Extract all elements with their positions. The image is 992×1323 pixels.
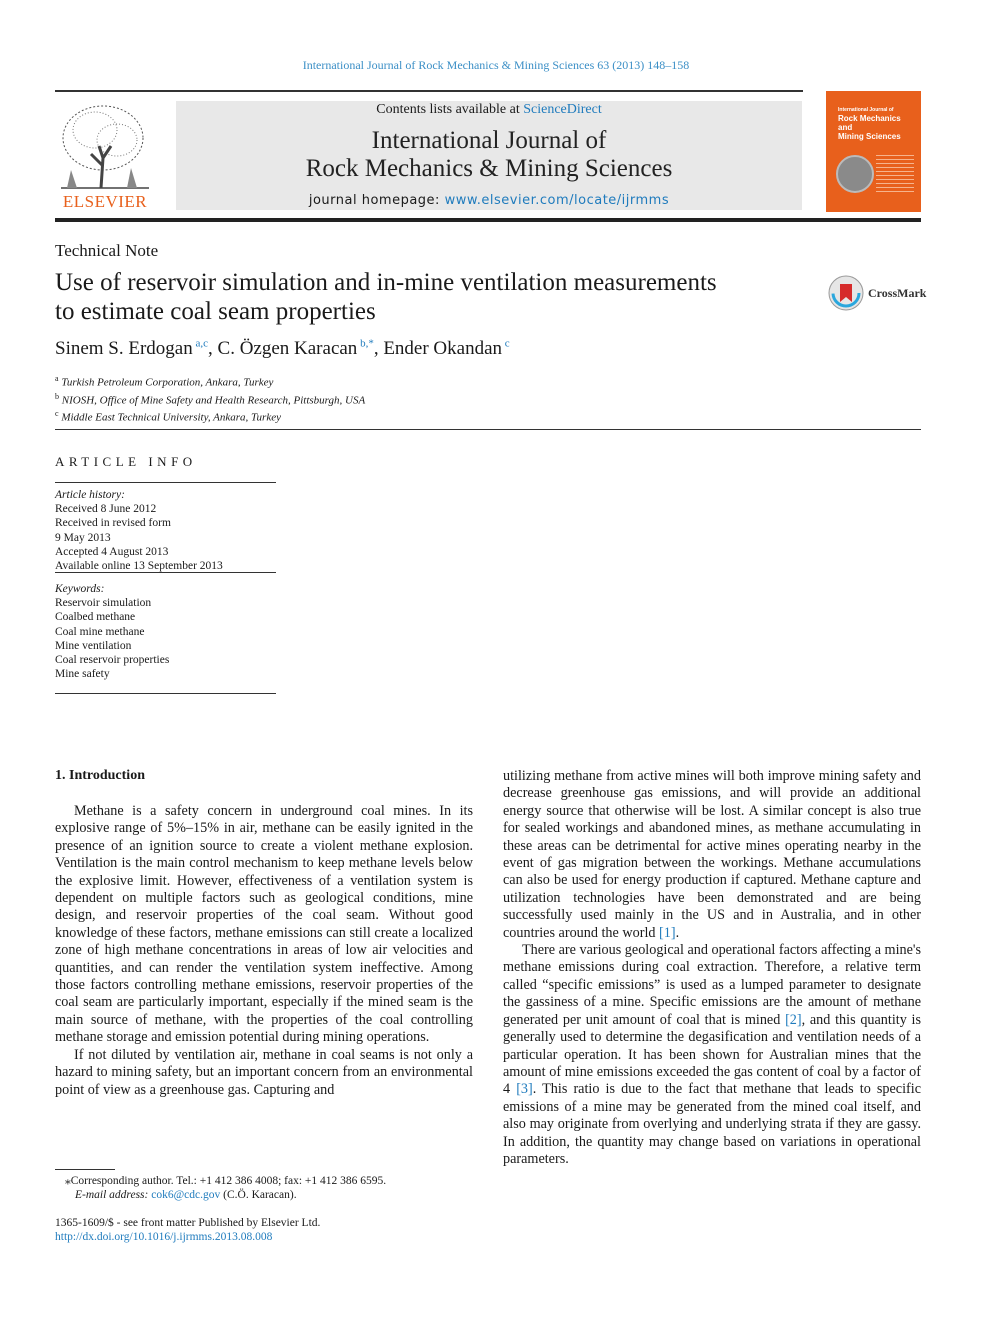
elsevier-logo[interactable] <box>55 100 155 212</box>
sciencedirect-link[interactable]: ScienceDirect <box>523 102 602 117</box>
homepage-line <box>176 193 802 208</box>
keyword: Mine ventilation <box>55 639 132 652</box>
history-entry: Accepted 4 August 2013 <box>55 545 169 558</box>
history-entry: Available online 13 September 2013 <box>55 560 223 573</box>
body-right-column <box>503 768 921 1168</box>
paragraph-text: , and this quantity is generally used to determine the degasification and ventilation needs of a particular operation. It has been shown for Australian mines that the amount of mine emissions exceeded the gas content of coal by a factor of 4 <box>503 1011 921 1098</box>
keyword: Reservoir simulation <box>55 597 152 610</box>
article-title <box>55 268 805 326</box>
doi-link[interactable]: http://dx.doi.org/10.1016/j.ijrmms.2013.08.008 <box>55 1231 273 1244</box>
corresponding-author-text: Corresponding author. Tel.: +1 412 386 4008; fax: +1 412 386 6595. <box>70 1175 387 1187</box>
keyword: Mine safety <box>55 668 110 681</box>
homepage-prefix: journal homepage: <box>308 193 445 208</box>
paragraph-text: utilizing methane from active mines will both improve mining safety and decrease greenhouse gas emissions, and will provide an additional energy source that otherwise will be lost. A similar concept is also true for sealed workings and abandoned mines, as methane accumulating in these areas can be detrimental for active mines operating nearby in the event of gas migration between the workings. Methane accumulations can also be used for energy production if captured. Methane capture and utilization technologies have been demonstrated and are being successfully used mainly in the US and in Australia, and in other countries around the world <box>503 768 921 941</box>
masthead-top-rule <box>55 90 803 92</box>
citation-link[interactable]: [1] <box>659 924 676 941</box>
cover-title-line2: Rock Mechanics <box>838 114 901 123</box>
elsevier-wordmark: ELSEVIER <box>62 192 148 211</box>
article-title-line1: Use of reservoir simulation and in-mine ventilation measurements <box>55 269 717 296</box>
cover-title-line1: International Journal of <box>838 107 894 113</box>
affiliations <box>55 372 365 425</box>
crossmark-icon <box>828 275 864 311</box>
citation-link[interactable]: [3] <box>516 1081 533 1098</box>
body-left-column <box>55 803 473 1099</box>
author-name: C. Özgen Karacan <box>217 338 358 360</box>
history-entry: Received 8 June 2012 <box>55 503 157 516</box>
author-affiliation-marker[interactable]: a,c <box>195 338 209 350</box>
author[interactable] <box>383 338 509 359</box>
affiliation-key: b <box>55 391 59 401</box>
cover-title <box>838 107 918 141</box>
affiliation-key: a <box>55 374 59 383</box>
issn-line: 1365-1609/$ - see front matter Published by Elsevier Ltd. <box>55 1217 321 1229</box>
author-affiliation-marker[interactable]: c <box>504 338 510 350</box>
journal-name-line1: International Journal of <box>371 127 607 154</box>
article-history-rule <box>55 572 276 573</box>
email-label: E-mail address: <box>75 1189 152 1202</box>
paragraph-text: . <box>675 924 680 941</box>
affiliation <box>55 407 365 425</box>
author[interactable] <box>55 338 218 359</box>
paragraph-text: . This ratio is due to the fact that methane that leads to specific emissions of a mine may be generated from the mined coal itself, and also may originate from overlying and underlying strata if they are gassy. In addition, the quantity may change based on variations in operational parameters. <box>503 1081 922 1167</box>
author-name: Ender Okandan <box>383 338 503 360</box>
header-rule <box>55 429 921 430</box>
author[interactable] <box>218 338 384 359</box>
article-info-heading: ARTICLE INFO <box>55 454 197 469</box>
paragraph <box>503 768 921 942</box>
author-separator: , <box>208 338 218 360</box>
affiliation <box>55 372 365 390</box>
paragraph: Methane is a safety concern in underground coal mines. In its explosive range of 5%–15% in air, methane can be easily ignited in the presence of an ignition source to create a violent methane explosion. Ventilation is the main control mechanism to keep methane levels below the explosive limit. However, effectiveness of a ventilation system is dependent on multiple factors such as geological conditions, mine design, and reservoir properties of the coal seam. Without good knowledge of these factors, methane emissions can still create a localized zone of high methane concentrations in areas of low air velocities and quantities, and can render the ventilation system ineffective. Among those factors controlling methane emissions, reservoir properties of the coal seam are particularly important, especially if the mined seam is the main source of methane, with the properties of the coal controlling methane storage and emission potential during mining operations. <box>55 803 473 1046</box>
running-head[interactable]: International Journal of Rock Mechanics & Mining Sciences 63 (2013) 148–158 <box>302 58 690 72</box>
affiliation-text: Middle East Technical University, Ankara, Turkey <box>61 411 281 424</box>
keywords-block <box>55 582 169 681</box>
journal-name <box>176 127 802 183</box>
cover-title-line3: and <box>838 123 853 132</box>
crossmark-label: CrossMark <box>868 286 927 300</box>
cover-photo <box>836 155 874 193</box>
crossmark-badge[interactable] <box>828 275 927 313</box>
author-separator: , <box>373 338 384 360</box>
citation-link[interactable]: [2] <box>785 1011 802 1028</box>
paragraph <box>503 942 921 1168</box>
masthead-bottom-rule <box>55 218 921 222</box>
cover-title-line4: Mining Sciences <box>838 132 901 141</box>
affiliation <box>55 390 365 408</box>
contents-prefix: Contents lists available at <box>376 102 524 117</box>
history-entry: Received in revised form <box>55 517 171 530</box>
homepage-link[interactable]: www.elsevier.com/locate/ijrmms <box>444 193 670 208</box>
author-name: Sinem S. Erdogan <box>55 338 193 360</box>
article-history <box>55 488 223 573</box>
email-link[interactable]: cok6@cdc.gov <box>151 1189 221 1202</box>
cover-contents-lines <box>876 155 914 195</box>
journal-name-line2: Rock Mechanics & Mining Sciences <box>305 155 673 182</box>
article-title-line2: to estimate coal seam properties <box>55 298 376 325</box>
journal-cover-thumbnail[interactable] <box>826 91 921 212</box>
keyword: Coalbed methane <box>55 611 136 624</box>
article-info-rule <box>55 482 276 483</box>
history-entry: 9 May 2013 <box>55 531 111 544</box>
keywords-rule <box>55 693 276 694</box>
affiliation-key: c <box>55 409 59 419</box>
email-note <box>55 1188 386 1202</box>
corresponding-author-note: ⁎Corresponding author. Tel.: +1 412 386 4008; fax: +1 412 386 6595. <box>65 1175 387 1187</box>
footnotes <box>55 1174 386 1202</box>
section-heading: 1. Introduction <box>55 768 145 783</box>
affiliation-text: NIOSH, Office of Mine Safety and Health Research, Pittsburgh, USA <box>61 394 366 407</box>
affiliation-text: Turkish Petroleum Corporation, Ankara, Turkey <box>61 376 274 389</box>
masthead-box <box>176 101 802 210</box>
email-suffix: (C.Ö. Karacan). <box>220 1189 297 1202</box>
article-history-label: Article history: <box>55 489 125 501</box>
author-list <box>55 338 510 360</box>
keyword: Coal mine methane <box>55 625 145 638</box>
paragraph-text: There are various geological and operational factors affecting a mine's methane emissions during coal extraction. Therefore, a relative term called “specific emissions” is used as a lumped parameter to designate the gassiness of a mine. Specific emissions are the amount of methane generated per unit amount of coal that is mined <box>503 942 921 1028</box>
keywords-label: Keywords: <box>55 583 105 595</box>
bottom-info <box>55 1216 320 1244</box>
keyword: Coal reservoir properties <box>55 654 170 667</box>
paragraph: If not diluted by ventilation air, methane in coal seams is not only a hazard to mining safety, but an important concern from an environmental point of view as a greenhouse gas. Capturing and <box>55 1046 473 1098</box>
article-type: Technical Note <box>55 241 159 260</box>
footnote-rule <box>55 1169 115 1170</box>
author-affiliation-marker[interactable]: b,* <box>360 338 374 350</box>
contents-line <box>176 102 802 118</box>
